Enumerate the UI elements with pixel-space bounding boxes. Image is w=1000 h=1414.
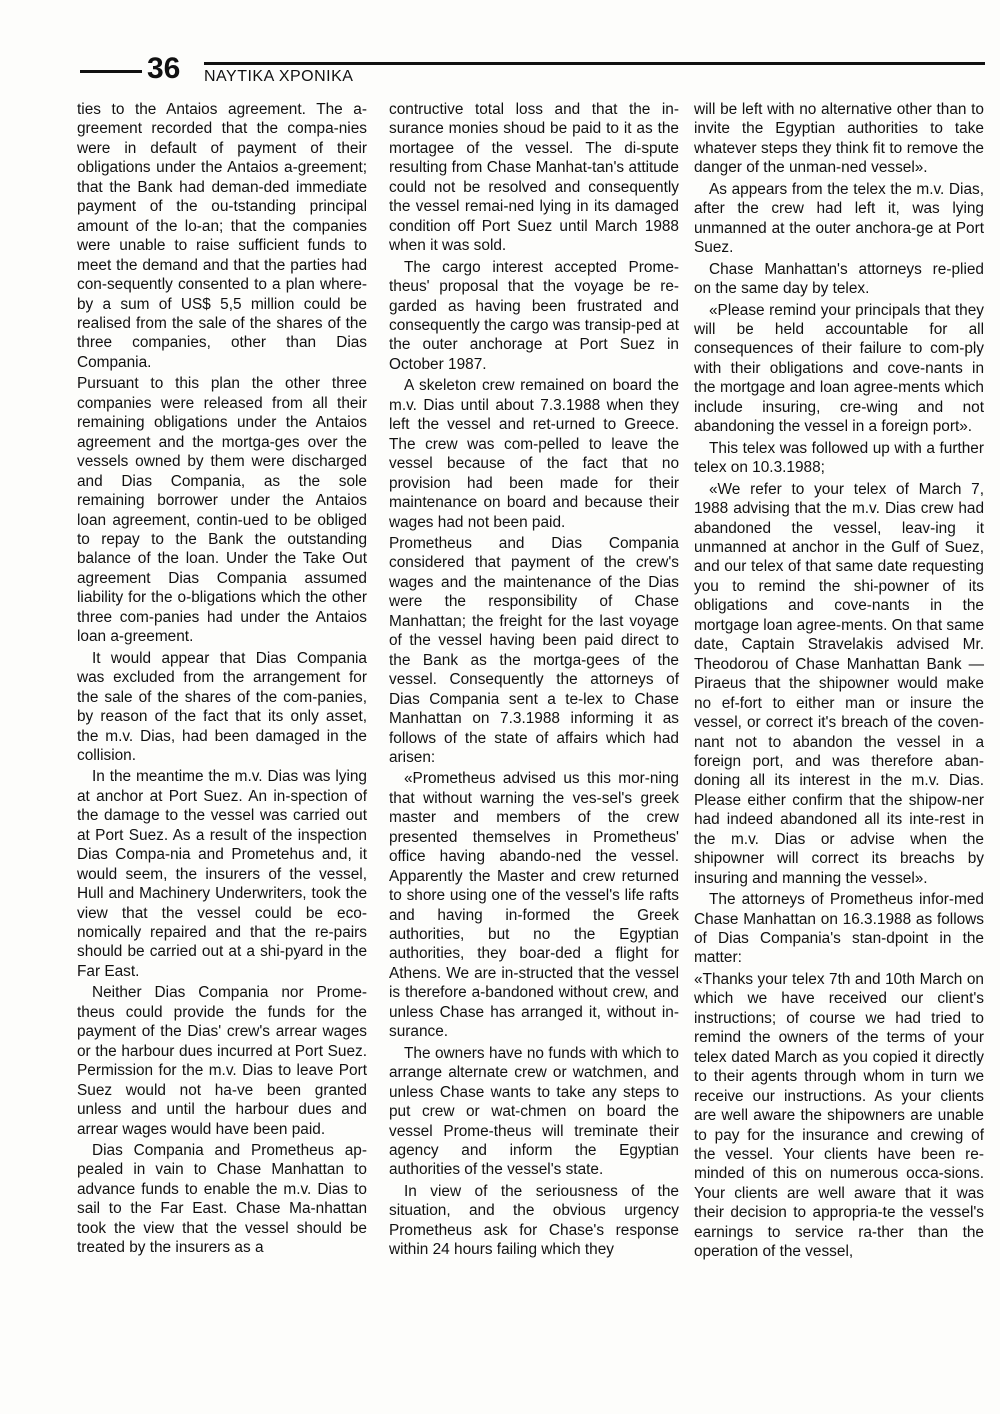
text-column-2 (389, 100, 679, 1262)
paragraph: Neither Dias Compania nor Prome-theus could provide the funds for the payment of the Dias' crew's arrear wages or the harbour dues incurred at Port Suez. Permission for the m.v. Dias to leave Port Suez would not ha-ve been granted unless and until the harbour dues and arrear wages would have been paid. (77, 984, 367, 1138)
paragraph: Prometheus and Dias Compania considered that payment of the crew's wages and the maintenance of the Dias were the responsibility of Chase Manhattan; the freight for the last voyage of the vessel having been paid direct to the Bank as the mortga-gees of the vessel. Consequently the attorneys of Dias Compania sent a te-lex to Chase Manhattan on 7.3.1988 informing it as follows of the state of affairs which had arisen: (389, 534, 679, 766)
paragraph: The owners have no funds with which to arrange alternate crew or watchmen, and unless Chase wants to take any steps to put crew or wat-chmen on board the vessel Prome-theus will treminate their agency and inform the Egyptian authorities of the vessel's state. (389, 1044, 679, 1179)
paragraph: Pursuant to this plan the other three companies were released from all their remaining obligations under the Antaios agreement and the mortga-ges over the vessels owned by them were discharged and Dias Compania, as the sole remaining borrower under the Antaios loan agreement, contin-ued to be obliged to repay to the Bank the outstanding balance of the loan. Under the Take Out agreement Dias Compania assumed liability for the o-bligations which the other three com-panies had under the Antaios loan a-greement. (77, 375, 367, 646)
text-column-1 (77, 100, 367, 1260)
paragraph: Chase Manhattan's attorneys re-plied on the same day by telex. (694, 260, 984, 298)
paragraph: «Thanks your telex 7th and 10th March on which we have received our client's instructions; of course we had tried to remind the owners of the terms of your telex dated March as you copied it directly to their agents through whom in turn we receive our instructions. As your clients are well aware the shipowners are unable to pay for the insurance and crewing of the vessel. Your clients have been re-minded of this on numerous occa-sions. Your clients are well aware that it was their decision to appropria-te the vessel's earnings to service ra-ther than the operation of the vessel, (694, 970, 984, 1261)
text-column-3 (694, 100, 984, 1264)
paragraph: A skeleton crew remained on board the m.v. Dias until about 7.3.1988 when they left the vessel and ret-urned to Greece. The crew was com-pelled to leave the vessel because of the fact that no provision had been made for their maintenance on board and because their wages had not been paid. (389, 377, 679, 531)
header-rule-left (80, 70, 142, 73)
paragraph: will be left with no alternative other than to invite the Egyptian authorities to take whatever steps they think fit to remove the danger of the unman-ned vessel». (694, 101, 984, 177)
paragraph: The cargo interest accepted Prome-theus' proposal that the voyage be re-garded as having been frustrated and consequently the cargo was transip-ped at the outer anchorage at Port Suez in October 1987. (389, 258, 679, 373)
paragraph: In view of the seriousness of the situation, and the obvious urgency Prometheus ask for Chase's response within 24 hours failing which they (389, 1182, 679, 1259)
paragraph: «Prometheus advised us this mor-ning that without warning the ves-sel's greek master and members of the crew presented themselves in Prometheus' office having abando-ned the vessel. Apparently the Master and crew returned to shore using one of the vessel's life rafts and having in-formed the Greek authorities, but no the Egyptian authorities, they boar-ded a flight for Athens. We are in-structed that the vessel is therefore a-bandoned without crew, and unless Chase has arranged it, without in-surance. (389, 770, 679, 1041)
paragraph: Dias Compania and Prometheus ap-pealed in vain to Chase Manhattan to advance funds to enable the m.v. Dias to sail to the Far East. Chase Ma-nhattan took the view that the vessel should be treated by the insurers as a (77, 1142, 367, 1257)
page-number: 36 (147, 52, 181, 85)
page-header (80, 52, 985, 92)
paragraph: It would appear that Dias Compania was excluded from the arrangement for the sale of the shares of the com-panies, by reason of the fact that its only asset, the m.v. Dias, had been damaged in the collision. (77, 649, 367, 764)
paragraph: The attorneys of Prometheus infor-med Chase Manhattan on 16.3.1988 as follows of Dias Compania's stan-dpoint in the matter: (694, 891, 984, 967)
header-rule-right (204, 62, 985, 65)
paragraph: In the meantime the m.v. Dias was lying at anchor at Port Suez. An in-spection of the damage to the vessel was carried out at Port Suez. As a result of the inspection Dias Compa-nia and Prometehus and, it would seem, the insurers of the vessel, Hull and Machinery Underwriters, took the view that the vessel could be eco-nomically repaired and that the re-pairs should be carried out at a shi-pyard in the Far East. (77, 768, 367, 980)
paragraph: «Please remind your principals that they will be held accountable for all consequences of their failure to com-ply with their obligations and cove-nants in the mortgage and loan agree-ments which include insuring, cre-wing and not abandoning the vessel in a foreign port». (694, 301, 984, 436)
paragraph: «We refer to your telex of March 7, 1988 advising that the m.v. Dias crew had abandoned the vessel, leav-ing it unmanned at anchor in the Gulf of Suez, and our telex of that same date requesting you to remind the shi-powner of its obligations and cove-nants in the mortgage loan agree-ments. On that same date, Captain Stravelakis advised Mr. Theodorou of Chase Manhattan Bank — Piraeus that the shipowner would make no ef-fort to either man or insure the vessel, or correct it's breach of the coven-nant not to abandon the vessel in a foreign port, and was therefore aban-doning all its interest in the m.v. Dias. Please either confirm that the shipow-ner had indeed abandoned all its inte-rest in the m.v. Dias or advise when the shipowner will correct its breachs by insuring and manning the vessel». (694, 480, 985, 887)
paragraph: contructive total loss and that the in-surance monies shoud be paid to it as the mortagee of the vessel. The di-spute resulting from Chase Manhat-tan's attitude could not be resolved and consequently the vessel remai-ned lying in its damaged condition off Port Suez until March 1988 when it was sold. (389, 101, 679, 255)
paragraph: ties to the Antaios agreement. The a-greement recorded that the compa-nies were in default of payment of their obligations under the Antaios a-greement; that the Bank had deman-ded immediate payment of the ou-tstanding principal amount of the lo-an; that the companies were unable to raise sufficient funds to meet the demand and that the parties had con-sequently consented to a plan where-by a sum of US$ 5,5 million could be realised from the sale of the shares of the three companies, other than Dias Compania. (77, 101, 367, 371)
paragraph: This telex was followed up with a further telex on 10.3.1988; (694, 439, 984, 477)
publication-name: ΝΑΥΤΙΚΑ ΧΡΟΝΙΚΑ (204, 68, 354, 85)
paragraph: As appears from the telex the m.v. Dias, after the crew had left it, was lying unmanned at the outer anchora-ge at Port Suez. (694, 180, 984, 257)
